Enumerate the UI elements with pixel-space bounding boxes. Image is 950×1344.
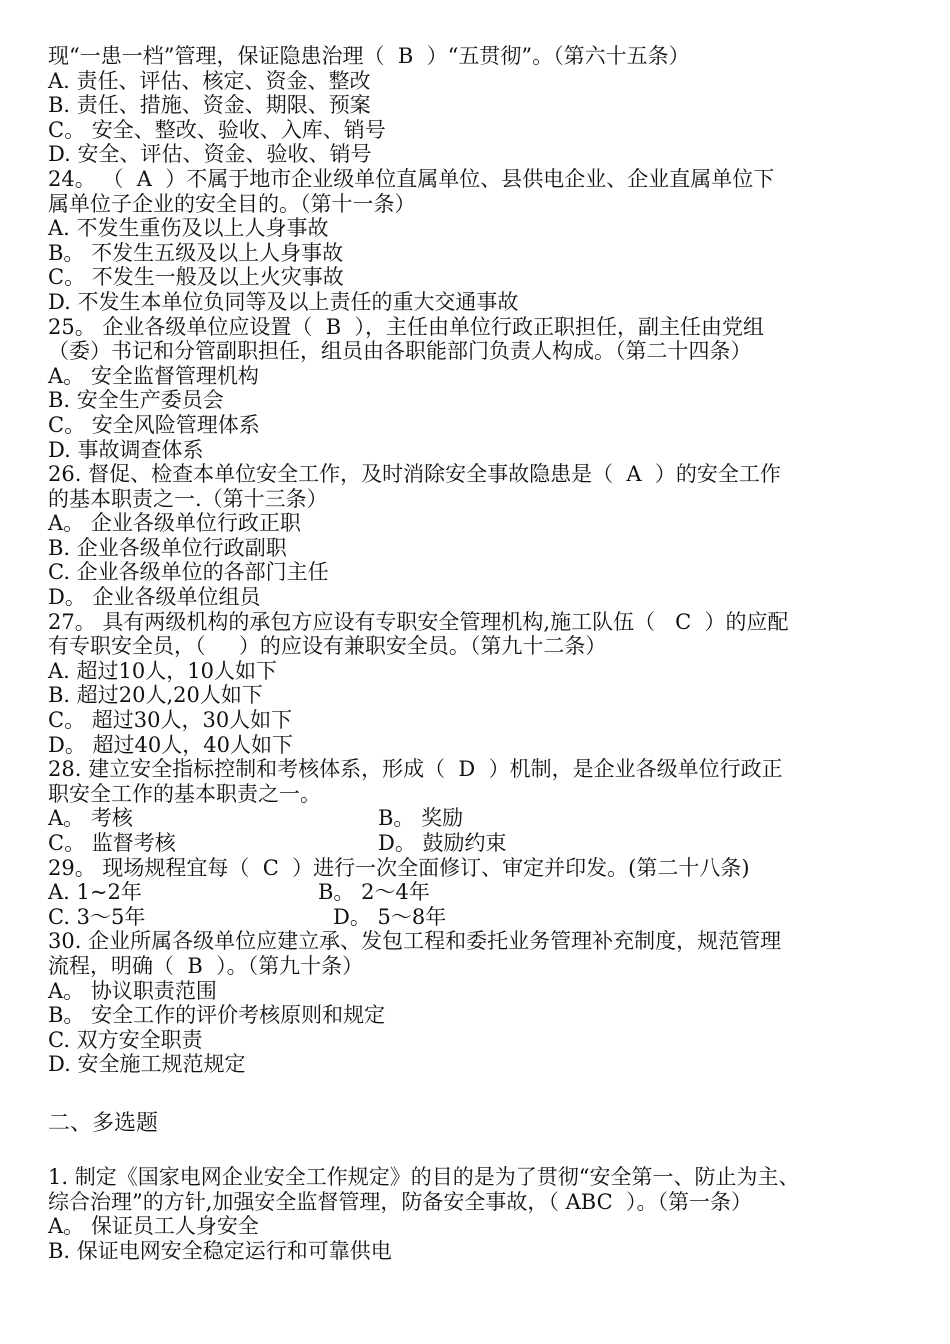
q24-text: 属单位子企业的安全目的。（第十一条） [48, 191, 416, 216]
q23-option-d: D. 安全、评估、资金、验收、销号 [48, 142, 372, 167]
q24-text: 24。 （ A ）不属于地市企业级单位直属单位、县供电企业、企业直属单位下 [48, 166, 775, 191]
q23-option-c: C。 安全、整改、验收、入库、销号 [48, 117, 386, 142]
q29-options-row [48, 905, 928, 930]
q23-text: 现“一患一档”管理，保证隐患治理（ B ）“五贯彻”。（第六十五条） [48, 44, 690, 68]
q28-text: 28. 建立安全指标控制和考核体系，形成（ D ）机制，是企业各级单位行政正 [48, 757, 783, 782]
q29-option-c: C. 3～5年 [48, 904, 146, 929]
m1-text: 1. 制定《国家电网企业安全工作规定》的目的是为了贯彻“安全第一、防止为主、 [48, 1164, 800, 1189]
q28-text: 职安全工作的基本职责之一。 [48, 781, 321, 806]
q27-option-d: D。 超过40人，40人如下 [48, 732, 293, 757]
q30-text: 流程，明确（ B ）。（第九十条） [48, 953, 364, 978]
q25-text: 25。 企业各级单位应设置（ B ），主任由单位行政正职担任，副主任由党组 [48, 314, 765, 339]
q25-option-b: B. 安全生产委员会 [48, 388, 224, 413]
q26-option-d: D。 企业各级单位组员 [48, 585, 261, 610]
q28-options-row [48, 806, 928, 831]
q25-option-a: A。 安全监督管理机构 [48, 363, 259, 388]
q25-option-c: C。 安全风险管理体系 [48, 412, 260, 437]
q23-option-a: A. 责任、评估、核定、资金、整改 [48, 68, 371, 93]
q26-option-b: B. 企业各级单位行政副职 [48, 535, 287, 560]
q30-option-a: A。 协议职责范围 [48, 978, 217, 1003]
q26-text: 的基本职责之一.（第十三条） [48, 486, 328, 511]
q28-option-c: C。 监督考核 [48, 831, 176, 855]
q27-option-a: A. 超过10人，10人如下 [48, 658, 277, 683]
q29-option-d: D。 5～8年 [333, 904, 447, 929]
q30-option-d: D. 安全施工规范规定 [48, 1052, 246, 1077]
q25-text: （委）书记和分管副职担任，组员由各职能部门负责人构成。（第二十四条） [48, 339, 752, 364]
q30-option-c: C. 双方安全职责 [48, 1027, 203, 1052]
q24-option-a: A. 不发生重伤及以上人身事故 [48, 216, 329, 241]
m1-option-b: B. 保证电网安全稳定运行和可靠供电 [48, 1238, 392, 1263]
spacer [48, 1137, 928, 1165]
q27-text: 有专职安全员，（ ）的应设有兼职安全员。（第九十二条） [48, 634, 607, 659]
q26-option-c: C. 企业各级单位的各部门主任 [48, 560, 329, 585]
section-title: 二、多选题 [48, 1110, 159, 1136]
q25-option-d: D. 事故调查体系 [48, 437, 204, 462]
m1-option-a: A。 保证员工人身安全 [48, 1214, 259, 1239]
q26-option-a: A。 企业各级单位行政正职 [48, 511, 301, 536]
q24-option-c: C。 不发生一般及以上火灾事故 [48, 265, 344, 290]
spacer [48, 1077, 928, 1111]
q29-option-b: B。 2～4年 [318, 880, 430, 905]
q28-option-a: A。 考核 [48, 806, 133, 831]
q27-text: 27。 具有两级机构的承包方应设有专职安全管理机构,施工队伍（ C ）的应配 [48, 609, 789, 634]
q29-options-row [48, 880, 928, 905]
q24-option-d: D. 不发生本单位负同等及以上责任的重大交通事故 [48, 289, 519, 314]
q28-option-b: B。 奖励 [378, 806, 464, 831]
q27-option-b: B. 超过20人,20人如下 [48, 683, 263, 708]
q30-option-b: B。 安全工作的评价考核原则和规定 [48, 1003, 386, 1028]
q28-options-row [48, 831, 928, 856]
q29-text: 29。 现场规程宜每（ C ）进行一次全面修订、审定并印发。(第二十八条) [48, 855, 750, 880]
q30-text: 30. 企业所属各级单位应建立承、发包工程和委托业务管理补充制度，规范管理 [48, 929, 782, 954]
q29-option-a: A. 1~2年 [48, 880, 142, 905]
q28-option-d: D。 鼓励约束 [378, 831, 507, 855]
document-page [48, 44, 928, 1263]
q26-text: 26. 督促、检查本单位安全工作，及时消除安全事故隐患是（ A ）的安全工作 [48, 462, 781, 487]
q24-option-b: B。 不发生五级及以上人身事故 [48, 240, 344, 265]
q27-option-c: C。 超过30人，30人如下 [48, 708, 293, 733]
m1-text: 综合治理”的方针,加强安全监督管理，防备安全事故，（ ABC ）。（第一条） [48, 1189, 752, 1214]
q23-option-b: B. 责任、措施、资金、期限、预案 [48, 93, 371, 118]
